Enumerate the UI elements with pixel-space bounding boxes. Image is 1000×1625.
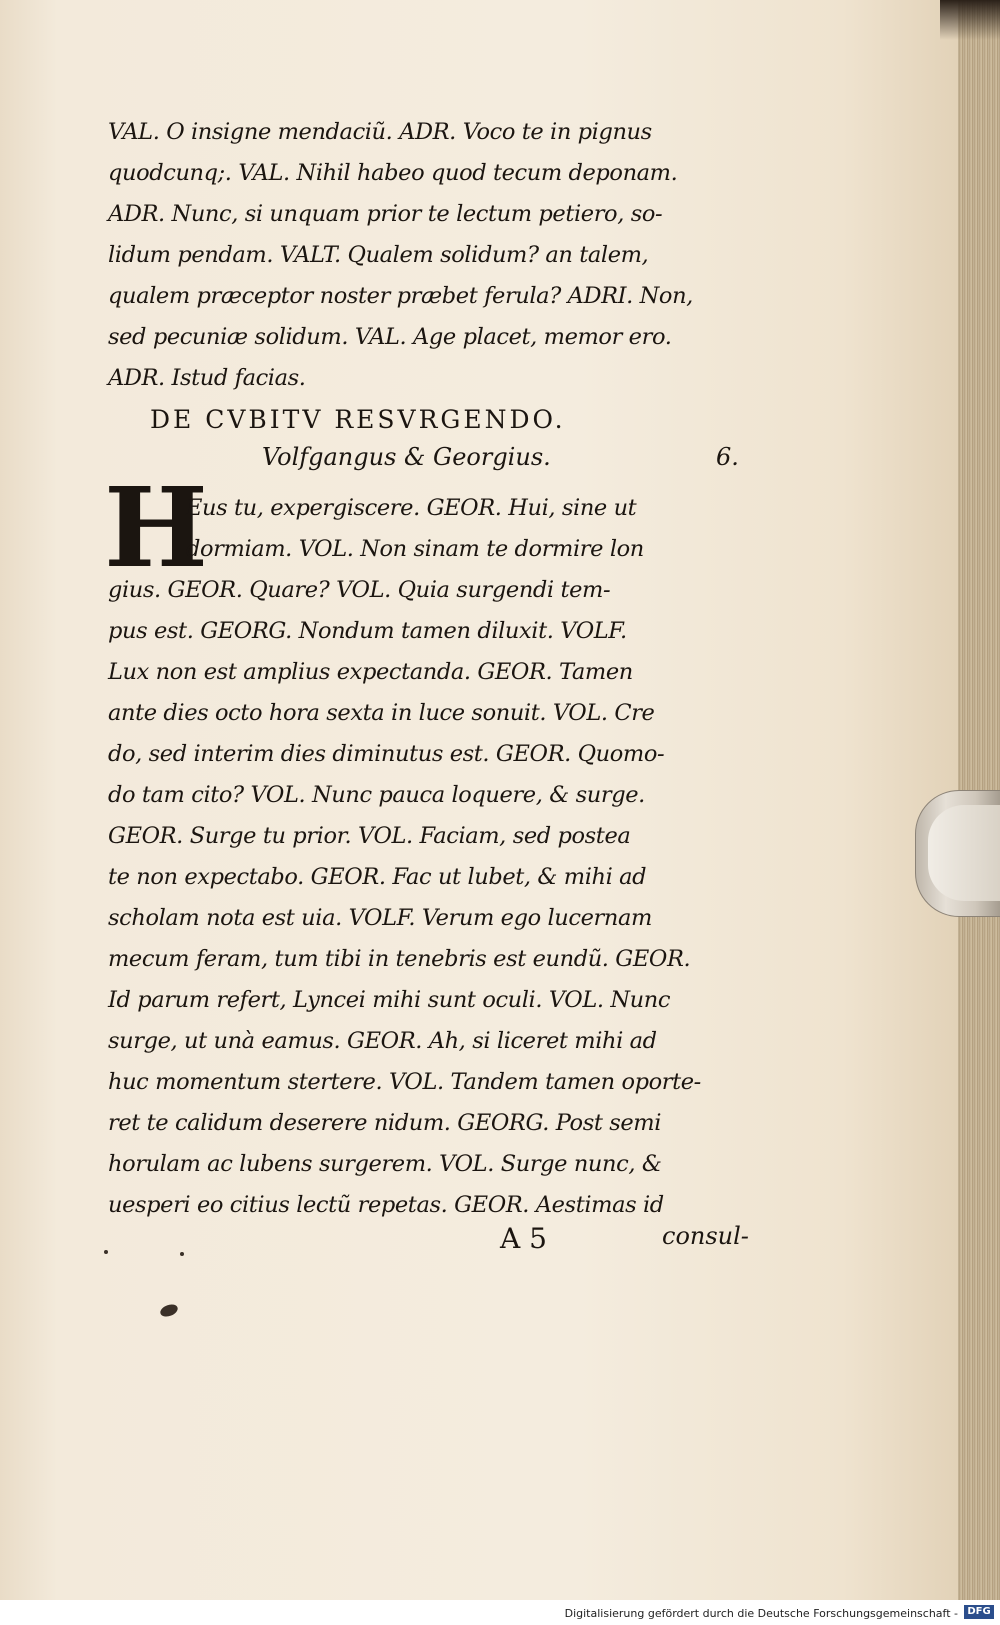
text-line: ADR. Nunc, si unquam prior te lectum petiero, so-: [108, 201, 663, 227]
text-block-body: [108, 488, 768, 1226]
text-line: dormiam. VOL. Non sinam te dormire lon: [186, 536, 644, 562]
text-line: qualem præceptor noster præbet ferula? ADRI. Non,: [108, 283, 693, 309]
catchword: consul-: [662, 1222, 749, 1250]
text-line: quodcunq;. VAL. Nihil habeo quod tecum deponam.: [108, 160, 678, 186]
text-line: huc momentum stertere. VOL. Tandem tamen oporte-: [108, 1069, 701, 1095]
digitization-footer: [0, 1600, 1000, 1625]
footer-text: Digitalisierung gefördert durch die Deutsche Forschungsgemeinschaft -: [564, 1607, 958, 1620]
text-line: sed pecuniæ solidum. VAL. Age placet, memor ero.: [108, 324, 672, 350]
page-edges-shadow: [940, 0, 1000, 40]
text-line: lidum pendam. VALT. Qualem solidum? an talem,: [108, 242, 649, 268]
text-line: surge, ut unà eamus. GEOR. Ah, si liceret mihi ad: [108, 1028, 657, 1054]
text-line: do tam cito? VOL. Nunc pauca loquere, & surge.: [108, 782, 645, 808]
section-heading: DE CVBITV RESVRGENDO.: [150, 405, 566, 434]
text-line: ante dies octo hora sexta in luce sonuit. VOL. Cre: [108, 700, 655, 726]
signature-mark: A 5: [500, 1222, 547, 1255]
text-line: VAL. O insigne mendaciũ. ADR. Voco te in pignus: [108, 119, 652, 145]
text-line: horulam ac lubens surgerem. VOL. Surge nunc, &: [108, 1151, 662, 1177]
ink-speck: [104, 1250, 108, 1254]
ink-speck: [180, 1252, 184, 1256]
dfg-logo: DFG: [964, 1605, 994, 1619]
ink-blot: [159, 1302, 180, 1318]
text-line: Id parum refert, Lyncei mihi sunt oculi. VOL. Nunc: [108, 987, 671, 1013]
text-line: Lux non est amplius expectanda. GEOR. Tamen: [108, 659, 633, 685]
page-clip: [915, 790, 1000, 917]
text-line: do, sed interim dies diminutus est. GEOR. Quomo-: [108, 741, 665, 767]
text-line: ADR. Istud facias.: [108, 365, 306, 391]
text-line: Eus tu, expergiscere. GEOR. Hui, sine ut: [186, 495, 637, 521]
text-line: mecum feram, tum tibi in tenebris est eundũ. GEOR.: [108, 946, 691, 972]
text-block-top: [108, 112, 768, 399]
text-line: te non expectabo. GEOR. Fac ut lubet, & mihi ad: [108, 864, 647, 890]
drop-capital: H: [104, 463, 208, 592]
text-line: GEOR. Surge tu prior. VOL. Faciam, sed postea: [108, 823, 631, 849]
text-line: gius. GEOR. Quare? VOL. Quia surgendi tem-: [108, 577, 611, 603]
section-number: 6.: [716, 443, 739, 471]
text-line: uesperi eo citius lectũ repetas. GEOR. Aestimas id: [108, 1192, 664, 1218]
text-line: pus est. GEORG. Nondum tamen diluxit. VOLF.: [108, 618, 627, 644]
text-line: scholam nota est uia. VOLF. Verum ego lucernam: [108, 905, 652, 931]
page-clip-inner: [928, 805, 1000, 901]
text-line: ret te calidum deserere nidum. GEORG. Post semi: [108, 1110, 662, 1136]
section-subheading: Volfgangus & Georgius.: [262, 443, 551, 471]
